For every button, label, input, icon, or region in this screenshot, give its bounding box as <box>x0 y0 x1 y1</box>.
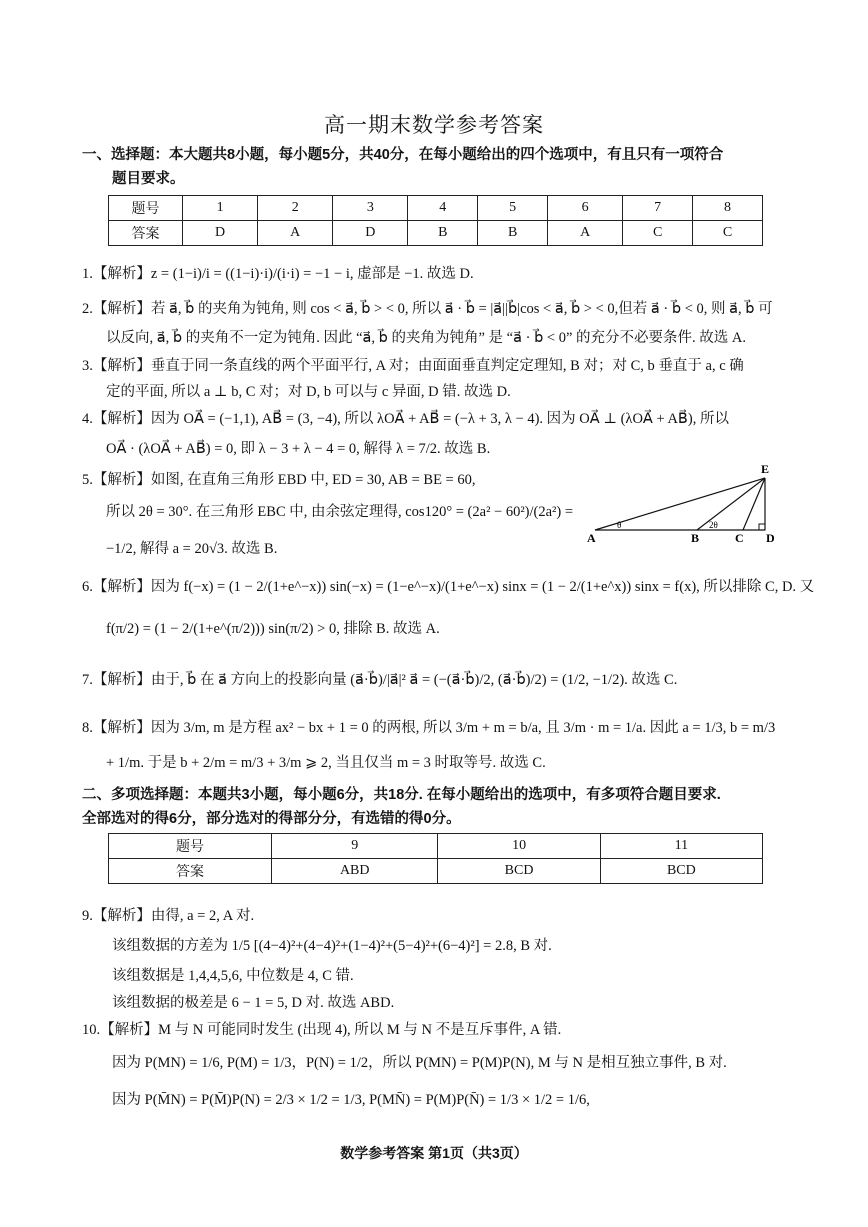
question-number: 10. <box>82 1022 101 1038</box>
table-cell-answer: BCD <box>438 859 600 884</box>
table-cell-answer: ABD <box>272 859 438 884</box>
table-cell-number: 8 <box>693 196 763 221</box>
q8-text-line1: 因为 3/m, m 是方程 ax² − bx + 1 = 0 的两根, 所以 3/m + m = b/a, 且 3/m · m = 1/a. 因此 a = 1/3, b = m/3 <box>150 720 776 736</box>
table-cell-answer: B <box>478 221 548 246</box>
figure-label: A <box>587 531 596 545</box>
table-cell-number: 10 <box>438 834 600 859</box>
figure-angle-label: θ <box>617 520 622 530</box>
analysis-tag: 【解析】 <box>92 672 151 688</box>
section2-header-line1: 二、多项选择题：本题共3小题，每小题6分，共18分. 在每小题给出的选项中，有多项符合题目要求. <box>82 787 721 803</box>
section2-header-line2: 全部选对的得6分，部分选对的得部分分，有选错的得0分。 <box>82 811 461 827</box>
q4-solution-line1 <box>82 407 729 428</box>
q10-text-line1: M 与 N 可能同时发生 (出现 4), 所以 M 与 N 不是互斥事件, A 错. <box>158 1022 562 1038</box>
page-footer: 数学参考答案 第1页（共3页） <box>340 1145 528 1161</box>
section1-header-line2: 题目要求。 <box>112 171 185 187</box>
table-cell-number: 6 <box>548 196 623 221</box>
q2-solution-line2: 以反向, a⃗, b⃗ 的夹角不一定为钝角. 因此 “a⃗, b⃗ 的夹角为钝角” 是 “a⃗ · b⃗ < 0” 的充分不必要条件. 故选 A. <box>106 330 746 346</box>
question-number: 6. <box>82 579 93 595</box>
q5-solution-line3: −1/2, 解得 a = 20√3. 故选 B. <box>106 541 278 557</box>
analysis-tag: 【解析】 <box>92 908 151 924</box>
page-title: 高一期末数学参考答案 <box>324 113 544 137</box>
q9-solution-line4: 该组数据的极差是 6 − 1 = 5, D 对. 故选 ABD. <box>112 995 395 1011</box>
table-label-number: 题号 <box>109 834 272 859</box>
table-label-number: 题号 <box>109 196 183 221</box>
question-number: 9. <box>82 908 93 924</box>
q9-solution-line3: 该组数据是 1,4,4,5,6, 中位数是 4, C 错. <box>112 968 354 984</box>
q10-solution-line1 <box>82 1018 561 1039</box>
q5-solution-line2: 所以 2θ = 30°. 在三角形 EBC 中, 由余弦定理得, cos120° = (2a² − 60²)/(2a²) = <box>106 504 574 520</box>
analysis-tag: 【解析】 <box>92 358 151 374</box>
q2-text-line1: 若 a⃗, b⃗ 的夹角为钝角, 则 cos < a⃗, b⃗ > < 0, 所以 a⃗ · b⃗ = |a⃗||b⃗|cos < a⃗, b⃗ > < 0,但若 a⃗ · b⃗ < 0, 则 a⃗, b⃗ 可 <box>150 301 773 317</box>
table-cell-number: 2 <box>258 196 333 221</box>
q5-text-line1: 如图, 在直角三角形 EBD 中, ED = 30, AB = BE = 60, <box>150 472 476 488</box>
table-cell-number: 11 <box>600 834 762 859</box>
q10-solution-line2: 因为 P(MN) = 1/6, P(M) = 1/3，P(N) = 1/2，所以 P(MN) = P(M)P(N), M 与 N 是相互独立事件, B 对. <box>112 1055 727 1071</box>
question-number: 1. <box>82 266 93 282</box>
table-cell-number: 4 <box>408 196 478 221</box>
table-cell-answer: D <box>333 221 408 246</box>
q9-text-line1: 由得, a = 2, A 对. <box>150 908 255 924</box>
q4-text-line1: 因为 OA⃗ = (−1,1), AB⃗ = (3, −4), 所以 λOA⃗ + AB⃗ = (−λ + 3, λ − 4). 因为 OA⃗ ⊥ (λOA⃗ + AB⃗), 所以 <box>150 411 729 427</box>
q2-solution-line1 <box>82 297 773 318</box>
analysis-tag: 【解析】 <box>100 1022 159 1038</box>
figure-label: E <box>761 462 770 476</box>
table-cell-number: 5 <box>478 196 548 221</box>
q9-solution-line1 <box>82 904 254 925</box>
analysis-tag: 【解析】 <box>92 472 151 488</box>
table-cell-answer: A <box>548 221 623 246</box>
table-label-answer: 答案 <box>109 859 272 884</box>
analysis-tag: 【解析】 <box>92 579 151 595</box>
q1-text: z = (1−i)/i = ((1−i)·i)/(i·i) = −1 − i, 虚部是 −1. 故选 D. <box>150 266 474 282</box>
question-number: 7. <box>82 672 93 688</box>
figure-label: C <box>735 531 744 545</box>
table-cell-answer: C <box>693 221 763 246</box>
analysis-tag: 【解析】 <box>92 301 151 317</box>
section1-header-line1: 一、选择题：本大题共8小题，每小题5分，共40分，在每小题给出的四个选项中，有且只有一项符合 <box>82 147 724 163</box>
q3-solution-line2: 定的平面, 所以 a ⊥ b, C 对；对 D, b 可以与 c 异面, D 错. 故选 D. <box>106 384 511 400</box>
question-number: 3. <box>82 358 93 374</box>
question-number: 5. <box>82 472 93 488</box>
q8-solution-line2: + 1/m. 于是 b + 2/m = m/3 + 3/m ⩾ 2, 当且仅当 m = 3 时取等号. 故选 C. <box>106 755 546 771</box>
q8-solution-line1 <box>82 716 775 737</box>
table-cell-answer: B <box>408 221 478 246</box>
table-cell-answer: A <box>258 221 333 246</box>
q9-solution-line2: 该组数据的方差为 1/5 [(4−4)²+(4−4)²+(1−4)²+(5−4)²+(6−4)²] = 2.8, B 对. <box>112 938 552 954</box>
section2-answer-table <box>108 833 763 884</box>
figure-label: B <box>691 531 700 545</box>
table-cell-number: 1 <box>183 196 258 221</box>
table-cell-number: 9 <box>272 834 438 859</box>
table-cell-answer: BCD <box>600 859 762 884</box>
figure-angle-label: 2θ <box>709 520 718 530</box>
question-number: 8. <box>82 720 93 736</box>
q5-solution-line1 <box>82 468 475 489</box>
q7-solution-line1 <box>82 668 677 689</box>
q4-solution-line2: OA⃗ · (λOA⃗ + AB⃗) = 0, 即 λ − 3 + λ − 4 = 0, 解得 λ = 7/2. 故选 B. <box>106 441 491 457</box>
table-cell-answer: C <box>623 221 693 246</box>
table-label-answer: 答案 <box>109 221 183 246</box>
analysis-tag: 【解析】 <box>92 411 151 427</box>
q7-text-line1: 由于, b⃗ 在 a⃗ 方向上的投影向量 (a⃗·b⃗)/|a⃗|² a⃗ = (−(a⃗·b⃗)/2, (a⃗·b⃗)/2) = (1/2, −1/2). 故选 C. <box>150 672 678 688</box>
q3-text-line1: 垂直于同一条直线的两个平面平行, A 对；由面面垂直判定定理知, B 对；对 C, b 垂直于 a, c 确 <box>150 358 744 374</box>
q6-solution-line1 <box>82 575 814 596</box>
table-cell-number: 7 <box>623 196 693 221</box>
q6-solution-line2: f(π/2) = (1 − 2/(1+e^(π/2))) sin(π/2) > 0, 排除 B. 故选 A. <box>106 621 440 637</box>
table-cell-answer: D <box>183 221 258 246</box>
question-number: 4. <box>82 411 93 427</box>
q3-solution-line1 <box>82 354 744 375</box>
section1-answer-table <box>108 195 763 246</box>
figure-label: D <box>766 531 775 545</box>
q1-solution <box>82 262 474 283</box>
analysis-tag: 【解析】 <box>92 720 151 736</box>
q5-triangle-figure <box>585 458 785 546</box>
question-number: 2. <box>82 301 93 317</box>
q10-solution-line3: 因为 P(M̄N) = P(M̄)P(N) = 2/3 × 1/2 = 1/3, P(MN̄) = P(M)P(N̄) = 1/3 × 1/2 = 1/6, <box>112 1092 590 1108</box>
table-cell-number: 3 <box>333 196 408 221</box>
analysis-tag: 【解析】 <box>92 266 151 282</box>
q6-text-line1: 因为 f(−x) = (1 − 2/(1+e^−x)) sin(−x) = (1−e^−x)/(1+e^−x) sinx = (1 − 2/(1+e^x)) sinx = f(x), 所以排除 C, D. 又 <box>150 579 815 595</box>
